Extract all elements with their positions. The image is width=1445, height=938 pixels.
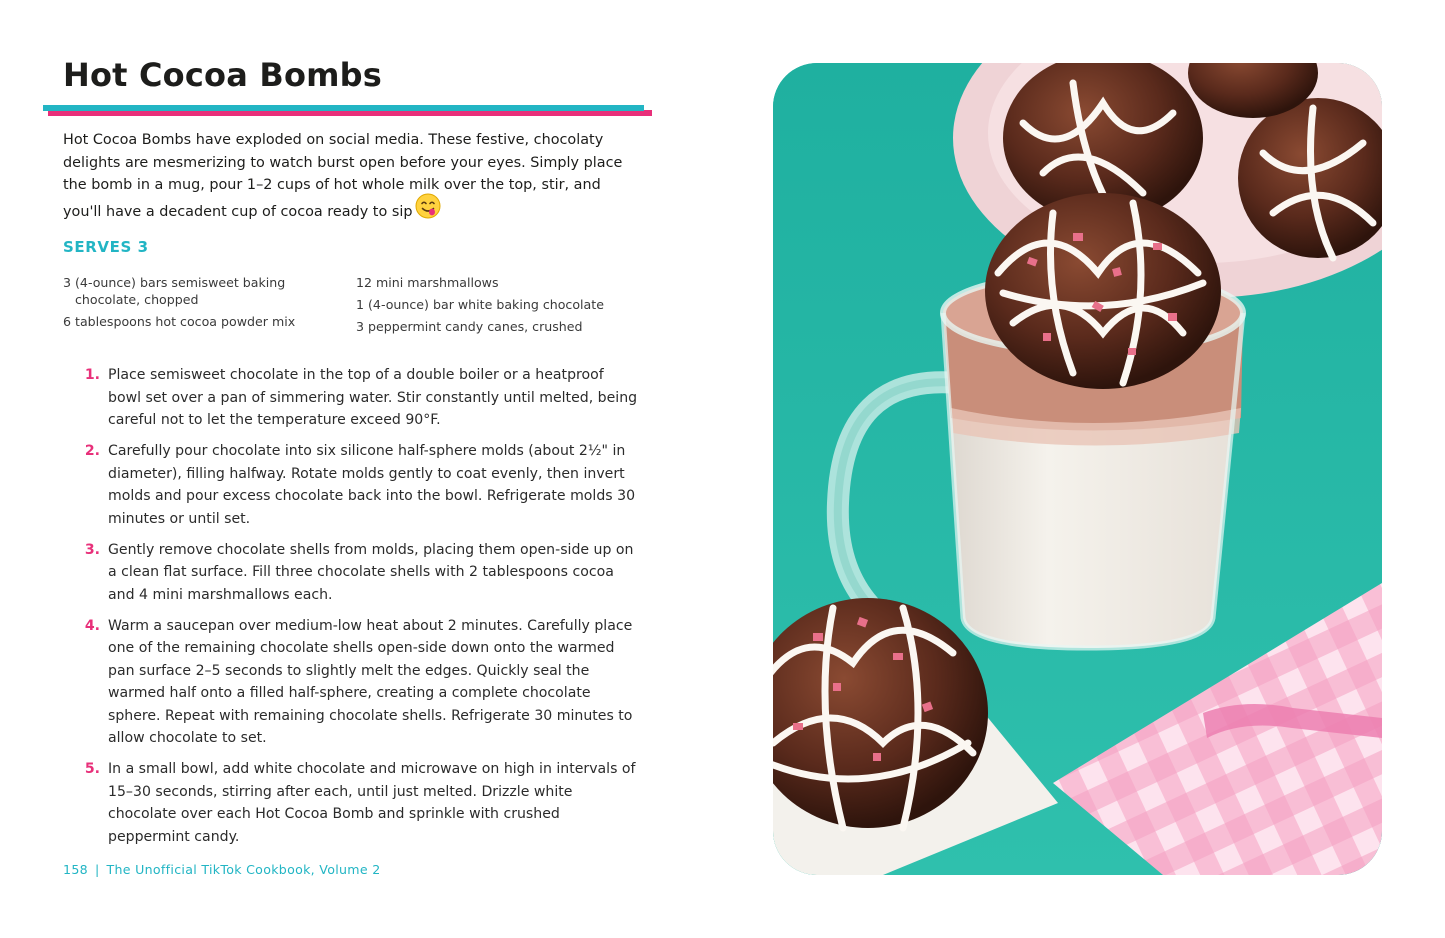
step-text: In a small bowl, add white chocolate and microwave on high in intervals of 15–30 seconds, stirring after each, until just melted. Drizzle white chocolate over each Hot Cocoa Bomb and sprinkle with crushed peppermint candy. <box>108 761 636 846</box>
step-text: Place semisweet chocolate in the top of a double boiler or a heatproof bowl set over a pan of simmering water. Stir constantly until melted, being careful not to let the temperature exceed 90°F. <box>108 367 638 429</box>
instruction-step <box>80 440 640 530</box>
instruction-step <box>80 758 640 848</box>
footer-separator: | <box>94 862 100 877</box>
photo-illustration <box>773 63 1382 875</box>
step-text: Warm a saucepan over medium-low heat about 2 minutes. Carefully place one of the remaining chocolate shells open-side down onto the warmed pan surface 2–5 seconds to slightly melt the edges. Quickly seal the warmed half onto a filled half-sphere, creating a complete chocolate sphere. Repeat with remaining chocolate shells. Refrigerate 30 minutes to allow chocolate to set. <box>108 617 633 747</box>
serves-label: SERVES 3 <box>63 238 149 256</box>
title-underline-teal <box>43 105 644 111</box>
step-number: 3. <box>84 541 100 558</box>
recipe-intro <box>63 129 638 226</box>
instruction-step <box>80 615 640 751</box>
instruction-steps <box>80 364 640 857</box>
book-title: The Unofficial TikTok Cookbook, Volume 2 <box>106 862 381 877</box>
ingredient-item: 3 (4-ounce) bars semisweet baking chocolate, chopped <box>63 275 286 307</box>
hot-cocoa-bomb-photo <box>773 63 1382 875</box>
step-number: 2. <box>84 442 100 459</box>
step-number: 1. <box>84 367 100 383</box>
ingredient-item: 1 (4-ounce) bar white baking chocolate <box>356 297 604 312</box>
ingredient-item: 6 tablespoons hot cocoa powder mix <box>63 314 296 329</box>
step-number: 4. <box>84 617 100 634</box>
intro-text: Hot Cocoa Bombs have exploded on social media. These festive, chocolaty delights are mesmerizing to watch burst open before your eyes. Simply place the bomb in a mug, pour 1–2 cups of hot whole milk over the top, stir, and you'll have a decadent cup of cocoa ready to sip <box>63 132 623 220</box>
step-text: Carefully pour chocolate into six silicone half-sphere molds (about 2½" in diameter), filling halfway. Rotate molds gently to coat evenly, then invert molds and pour excess chocolate back into the bowl. Refrigerate molds 30 minutes or until set. <box>108 442 636 527</box>
recipe-title: Hot Cocoa Bombs <box>63 56 383 94</box>
ingredient-item: 12 mini marshmallows <box>356 275 499 290</box>
ingredients-list-right <box>356 274 636 340</box>
step-text: Gently remove chocolate shells from molds, placing them open-side up on a clean flat surface. Fill three chocolate shells with 2 tablespoons cocoa and 4 mini marshmallows each. <box>108 541 634 603</box>
instruction-step <box>80 364 640 432</box>
page-number: 158 <box>63 862 88 877</box>
mug-bomb <box>985 193 1221 389</box>
ingredient-item: 3 peppermint candy canes, crushed <box>356 319 583 334</box>
ingredients-list-left <box>63 274 333 335</box>
step-number: 5. <box>84 761 100 778</box>
face-savoring-food-emoji-icon <box>415 193 441 227</box>
instruction-step <box>80 539 640 607</box>
page-footer <box>63 862 381 877</box>
